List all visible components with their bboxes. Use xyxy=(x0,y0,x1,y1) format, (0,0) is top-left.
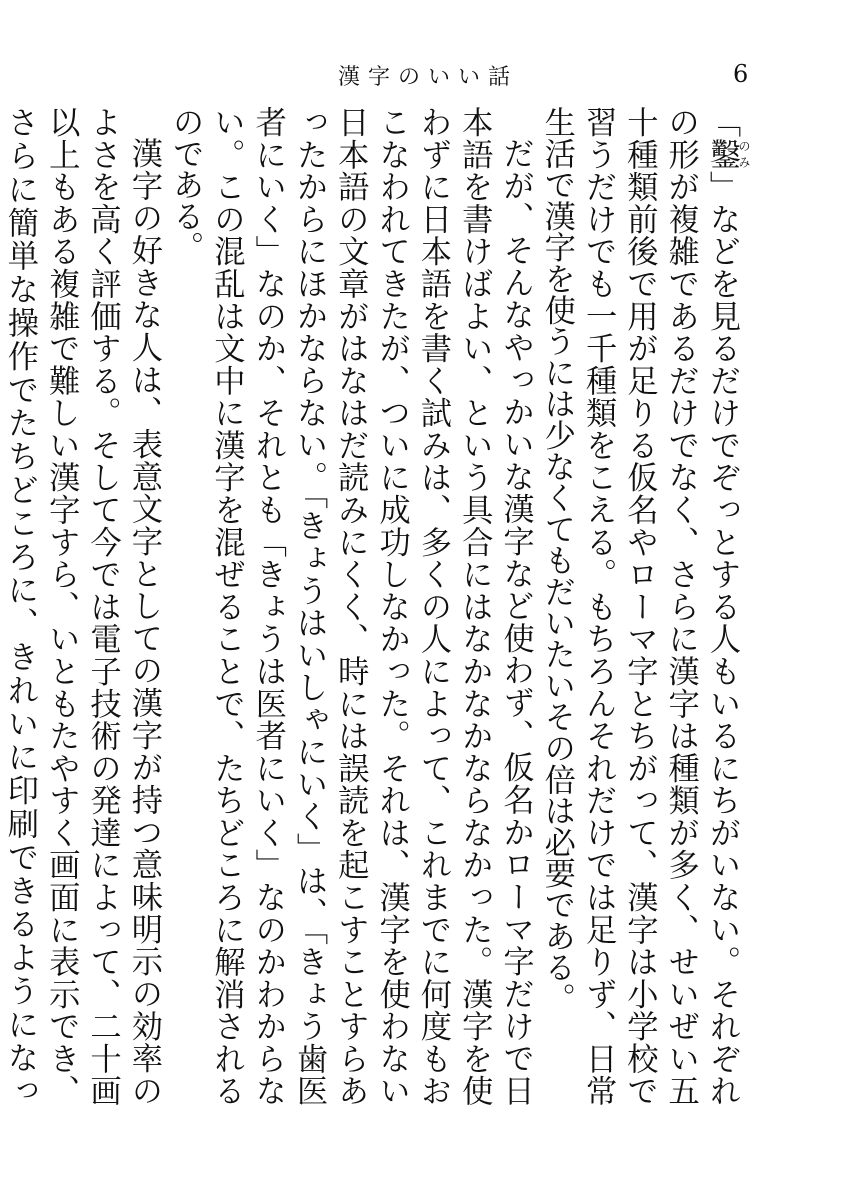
page-number: 6 xyxy=(733,60,749,88)
ruby-close-bracket: 」 xyxy=(704,170,740,203)
body-text xyxy=(1,106,751,1106)
ruby-reading: のみ xyxy=(737,138,751,170)
paragraph xyxy=(536,106,750,1106)
paragraph-text: などを見るだけでぞっとする人もいるにちがいない。それぞれの形が複雑であるだけでなく、さらに漢字は種類が多く、せいぜい五十種類前後で用が足りる仮名やローマ字とちがって、漢字は小学校で習うだけでも一千種類をこえる。もちろんそれだけでは足りず、日常生活で漢字を使うには少なくてもだいたいその倍は必要である。 xyxy=(538,106,740,1106)
ruby-open-bracket: 「 xyxy=(704,106,740,139)
paragraph: だが、そんなやっかいな漢字など使わず、仮名かローマ字だけで日本語を書けばよい、という具合にはなかなかならなかった。漢字を使わずに日本語を書く試みは、多くの人によって、これまでに何度もおこなわれてきたが、ついに成功しなかった。それは、漢字を使わない日本語の文章がはなはだ読みにくく、時には誤読を起こすことすらあったからにほかならない。「きょうはいしゃにいく」は、「きょう歯医者にいく」なのか、それとも「きょうは医者にいく」なのかわからない。この混乱は文中に漢字を混ぜることで、たちどころに解消されるのである。 xyxy=(167,106,534,1106)
ruby-word xyxy=(704,138,751,171)
paragraph: 漢字の好きな人は、表意文字としての漢字が持つ意味明示の効率のよさを高く評価する。そして今では電子技術の発達によって、二十画以上もある複雑で難しい漢字すら、いともたやすく画面に表示でき、さらに簡単な操作でたちどころに、きれいに印刷できるようになっ xyxy=(1,106,162,1106)
running-title: 漢字のいい話 xyxy=(338,65,519,90)
ruby-base: 鑿 xyxy=(704,138,740,171)
